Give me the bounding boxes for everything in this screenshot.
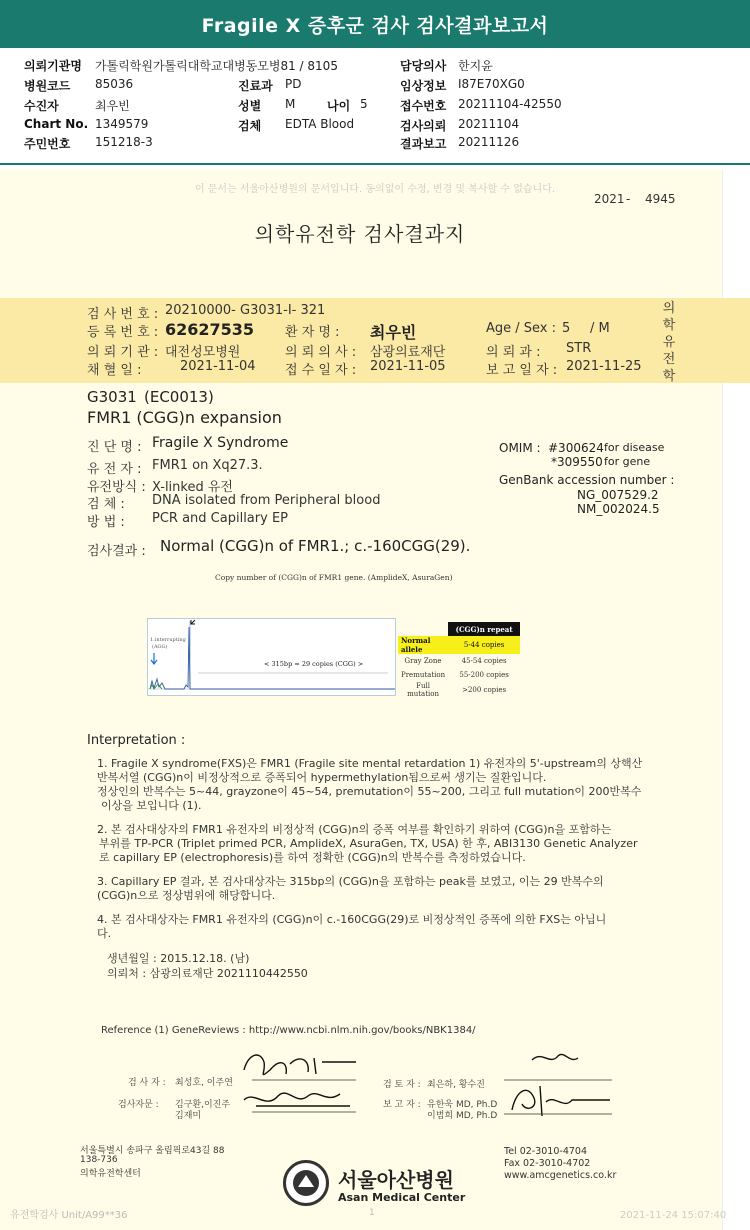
reporter-name-2: 이범희 MD, Ph.D xyxy=(427,1111,498,1121)
side-label xyxy=(660,300,678,385)
doctor-value: 삼광의료재단 xyxy=(370,345,446,360)
doc-dash: - xyxy=(626,192,631,206)
label-hospital-code: 병원코드 xyxy=(24,79,71,93)
interpretation-title: Interpretation : xyxy=(87,733,186,748)
interp-line: 이상을 보입니다 (1). xyxy=(101,799,202,812)
side-char: 의 xyxy=(662,301,676,316)
logo-korean: 서울아산병원 xyxy=(338,1168,454,1192)
label-clinical-info: 임상정보 xyxy=(400,79,447,93)
test-name: FMR1 (CGG)n expansion xyxy=(87,408,282,427)
genbank-label: GenBank accession number : xyxy=(499,473,675,487)
specimen-label: 검 체 : xyxy=(87,497,125,512)
figure-caption: Copy number of (CGG)n of FMR1 gene. (AmplideX, AsuraGen) xyxy=(215,573,453,582)
interp-line: 로 capillary EP (electrophoresis)를 하여 정확한 (CGG)n의 반복수를 측정하였습니다. xyxy=(99,851,526,864)
watermark-text: 이 문서는 서울아산병원의 문서입니다. 동의없이 수정, 변경 및 복사할 수 없습니다. xyxy=(194,184,556,195)
value-request-date: 20211104 xyxy=(458,117,520,131)
reg-no-label: 등 록 번 호 : xyxy=(87,325,159,340)
value-patient: 최우빈 xyxy=(95,99,130,113)
advisor-name-1: 김구환,이진주 xyxy=(175,1100,231,1110)
side-char: 전 xyxy=(662,352,676,367)
collect-value: 2021-11-04 xyxy=(180,359,256,374)
cgg-row-value: 45-54 copies xyxy=(461,657,507,665)
interrupt-note-2: (AGG) xyxy=(152,644,168,650)
interp-line: 반복서열 (CGG)n이 비정상적으로 증폭되어 hypermethylation됨으로써 생기는 질환입니다. xyxy=(97,771,547,784)
doctor-label: 의 뢰 의 사 : xyxy=(285,345,357,360)
value-report-date: 20211126 xyxy=(458,135,520,149)
interp-line: 정상인의 반복수는 5~44, grayzone이 45~54, premutation이 55~200, 그리고 full mutation이 200반복수 xyxy=(97,785,642,798)
footer-timestamp: 2021-11-24 15:07:40 xyxy=(620,1210,727,1221)
age-sex-label: Age / Sex : xyxy=(486,321,557,336)
signature-strokes-right xyxy=(492,1046,622,1124)
address-line-1: 서울특별시 송파구 올림픽로43길 88 xyxy=(80,1146,225,1156)
report-date-value: 2021-11-25 xyxy=(566,359,642,374)
report-header-title: Fragile X 증후군 검사 검사결과보고서 xyxy=(201,14,549,37)
reference: Reference (1) GeneReviews : http://www.ncbi.nlm.nih.gov/books/NBK1384/ xyxy=(101,1025,476,1036)
cgg-row-value: 55-200 copies xyxy=(459,671,509,679)
inheritance-value: X-linked 유전 xyxy=(152,480,233,495)
dept-value: STR xyxy=(566,341,592,356)
interrupt-note-1: 1.interrupting xyxy=(150,637,186,643)
header-divider xyxy=(0,163,750,165)
result-value: Normal (CGG)n of FMR1.; c.-160CGG(29). xyxy=(160,537,471,555)
address-line-2: 138-736 xyxy=(80,1155,118,1165)
diagnosis-value: Fragile X Syndrome xyxy=(152,435,289,451)
tester-label: 검 사 자 : xyxy=(128,1078,166,1088)
cgg-row-name: Gray Zone xyxy=(404,657,442,665)
label-receipt-no: 접수번호 xyxy=(400,99,447,113)
gene-value: FMR1 on Xq27.3. xyxy=(152,458,263,473)
label-dept: 진료과 xyxy=(238,79,273,93)
age-value: 5 xyxy=(562,321,571,336)
arrow-down-icon xyxy=(151,653,157,664)
label-request-date: 검사의뢰 xyxy=(400,119,447,133)
result-label: 검사결과 : xyxy=(87,544,146,559)
test-code: G3031 xyxy=(87,388,137,406)
exam-no: 20210000- G3031-I- 321 xyxy=(165,303,326,318)
omim-disease: #300624 xyxy=(548,441,604,455)
trace-path xyxy=(150,627,395,689)
label-institution: 의뢰기관명 xyxy=(24,59,82,73)
dept-label: 의 뢰 과 : xyxy=(486,345,541,360)
inst-value: 대전성모병원 xyxy=(165,345,241,360)
reporter-name-1: 유한욱 MD, Ph.D xyxy=(427,1100,498,1110)
value-resident-no: 151218-3 xyxy=(95,135,153,149)
diagnosis-label: 진 단 명 : xyxy=(87,440,142,455)
inheritance-label: 유전방식 : xyxy=(87,480,146,495)
inst-label: 의 뢰 기 관 : xyxy=(87,345,159,360)
label-specimen: 검체 xyxy=(238,119,262,133)
asan-foundation-logo-icon xyxy=(283,1160,329,1206)
test-code-alt: (EC0013) xyxy=(144,388,214,406)
label-patient: 수진자 xyxy=(24,99,59,113)
value-chart-no: 1349579 xyxy=(95,117,149,131)
value-dept: PD xyxy=(285,77,302,91)
cgg-row-name: Premutation xyxy=(401,671,446,679)
interp-line: 다. xyxy=(97,927,112,940)
side-char: 학 xyxy=(662,369,676,384)
advisor-label: 검사자문 : xyxy=(118,1100,159,1110)
report-title: 의학유전학 검사결과지 xyxy=(254,222,466,246)
genbank-nm: NM_002024.5 xyxy=(577,502,660,516)
advisor-name-2: 김재미 xyxy=(175,1111,202,1121)
tel: Tel 02-3010-4704 xyxy=(504,1146,587,1157)
interp-line: 4. 본 검사대상자는 FMR1 유전자의 (CGG)n이 c.-160CGG(29)로 비정상적인 증폭에 의한 FXS는 아닙니 xyxy=(97,913,607,926)
label-report-date: 결과보고 xyxy=(400,137,447,151)
doc-year: 2021 xyxy=(594,192,625,206)
doc-number: 4945 xyxy=(645,192,676,206)
arrow-diag-icon xyxy=(191,620,195,624)
tester-names: 최성호, 이주연 xyxy=(175,1078,233,1088)
footer-unit: 유전학검사 Unit/A99**36 xyxy=(10,1210,128,1221)
website: www.amcgenetics.co.kr xyxy=(504,1170,617,1181)
report-date-label: 보 고 일 자 : xyxy=(486,363,558,378)
requester: 의뢰처 : 삼광의료재단 2021110442550 xyxy=(107,967,308,980)
interp-line: 3. Capillary EP 결과, 본 검사대상자는 315bp의 (CGG)n을 포함하는 peak를 보였고, 이는 29 반복수의 xyxy=(97,875,604,888)
omim-gene: *309550 xyxy=(551,455,603,469)
receive-label: 접 수 일 자 : xyxy=(285,363,357,378)
collect-label: 채 혈 일 : xyxy=(87,363,142,378)
footer-page: 1 xyxy=(369,1208,375,1218)
interp-line: 2. 본 검사대상자의 FMR1 유전자의 비정상적 (CGG)n의 증폭 여부를 확인하기 위하여 (CGG)n을 포함하는 xyxy=(97,823,612,836)
specimen-value: DNA isolated from Peripheral blood xyxy=(152,493,381,508)
label-sex: 성별 xyxy=(238,99,262,113)
sex-value: / M xyxy=(590,321,610,336)
label-physician: 담당의사 xyxy=(400,59,447,73)
value-receipt-no: 20211104-42550 xyxy=(458,97,562,111)
patient-name-label: 환 자 명 : xyxy=(285,325,340,340)
side-char: 학 xyxy=(662,318,676,333)
value-clinical-info: I87E70XG0 xyxy=(458,77,525,91)
exam-no-label: 검 사 번 호 : xyxy=(87,307,159,322)
patient-name: 최우빈 xyxy=(370,323,417,342)
address-line-3: 의학유전학센터 xyxy=(80,1169,141,1179)
peak-label: < 315bp = 29 copies (CGG) > xyxy=(264,660,364,668)
omim-gene-note: for gene xyxy=(604,455,651,468)
cgg-row-value: >200 copies xyxy=(462,686,507,694)
reg-no: 62627535 xyxy=(165,320,255,339)
electropherogram-svg xyxy=(148,619,395,695)
reviewer-names: 최은하, 황수진 xyxy=(427,1080,485,1090)
value-age: 5 xyxy=(360,97,368,111)
value-sex: M xyxy=(285,97,296,111)
value-specimen: EDTA Blood xyxy=(285,117,355,131)
reporter-label: 보 고 자 : xyxy=(383,1100,421,1110)
omim-label: OMIM : xyxy=(499,441,541,455)
genbank-ng: NG_007529.2 xyxy=(577,488,659,502)
receive-value: 2021-11-05 xyxy=(370,359,446,374)
label-age: 나이 xyxy=(327,99,351,113)
interp-line: 부위를 TP-PCR (Triplet primed PCR, AmplideX, AsuraGen, TX, USA) 한 후, ABI3130 Genetic Analyzer xyxy=(99,837,638,850)
gene-label: 유 전 자 : xyxy=(87,462,142,477)
method-label: 방 법 : xyxy=(87,515,125,530)
birth-date: 생년월일 : 2015.12.18. (남) xyxy=(107,952,250,965)
cgg-row-name: Normal allele xyxy=(398,636,448,654)
omim-disease-note: for disease xyxy=(604,441,665,454)
reviewer-label: 검 토 자 : xyxy=(383,1080,421,1090)
logo-english: Asan Medical Center xyxy=(338,1191,466,1204)
cgg-row-value: 5-44 copies xyxy=(448,636,520,654)
label-chart-no: Chart No. xyxy=(24,117,89,131)
side-char: 유 xyxy=(662,335,676,350)
value-physician: 한지윤 xyxy=(458,59,493,73)
cgg-repeat-table xyxy=(398,622,520,698)
interp-line: (CGG)n으로 정상범위에 해당합니다. xyxy=(97,889,276,902)
value-institution: 가톨릭학원가톨릭대학교대병동모병81 / 8105 xyxy=(95,59,338,73)
cgg-row-name: Full mutation xyxy=(407,682,440,698)
signature-strokes-left xyxy=(230,1040,370,1120)
method-value: PCR and Capillary EP xyxy=(152,511,288,526)
interp-line: 1. Fragile X syndrome(FXS)은 FMR1 (Fragile site mental retardation 1) 유전자의 5'-upstream의 상핵산 xyxy=(97,757,643,770)
label-resident-no: 주민번호 xyxy=(24,137,71,151)
report-header-bar xyxy=(0,0,750,48)
electropherogram xyxy=(147,618,396,696)
cgg-table-header: (CGG)n repeat xyxy=(448,622,520,636)
value-hospital-code: 85036 xyxy=(95,77,134,91)
fax: Fax 02-3010-4702 xyxy=(504,1158,591,1169)
